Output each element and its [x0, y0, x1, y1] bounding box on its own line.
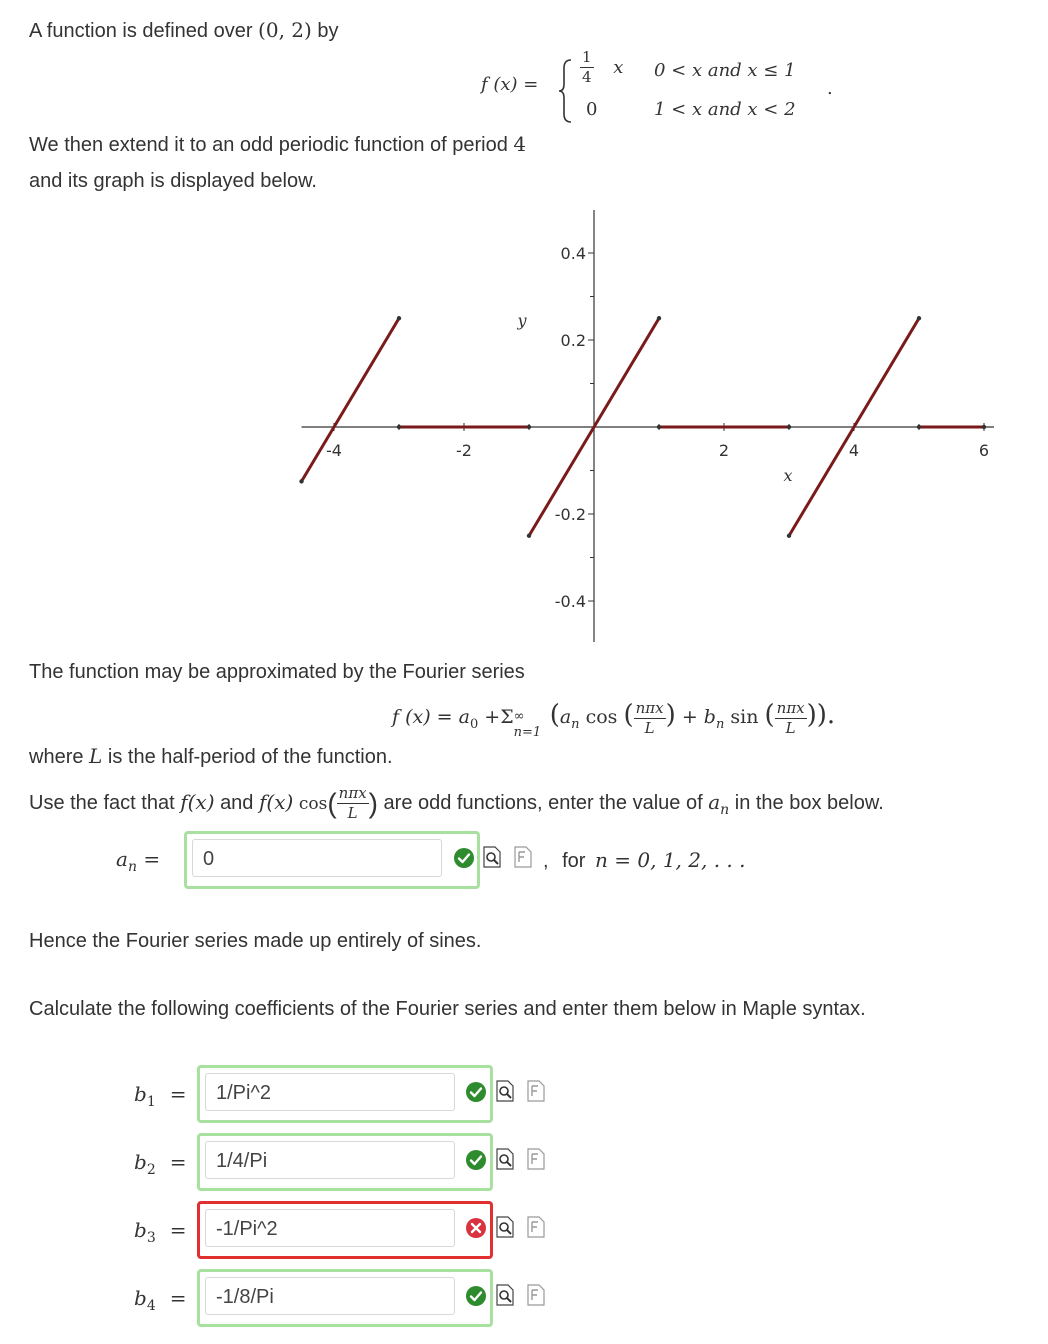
syntax-help-icon[interactable] — [527, 1284, 545, 1306]
series-segment — [302, 318, 400, 481]
definition-lhs: f (x) = — [481, 74, 539, 95]
case2-expression: 0 — [586, 99, 598, 120]
preview-icon[interactable] — [496, 1080, 514, 1102]
where-line: where L is the half-period of the function. — [29, 744, 393, 768]
extend-line1: We then extend it to an odd periodic function of period 4 — [29, 132, 527, 156]
y-tick-label: 0.2 — [560, 331, 586, 350]
y-tick-label: -0.2 — [554, 505, 586, 524]
intro-text: A function is defined over — [29, 20, 253, 42]
x-tick-label: 2 — [718, 441, 730, 460]
b2-field-frame — [197, 1133, 493, 1191]
check-icon — [465, 1081, 487, 1103]
y-tick-label: 0.4 — [560, 244, 586, 263]
hence-text: Hence the Fourier series made up entirely of sines. — [29, 930, 482, 952]
check-icon — [453, 847, 475, 869]
segment-endpoint — [397, 316, 401, 320]
segment-endpoint — [787, 425, 791, 429]
preview-icon[interactable] — [496, 1284, 514, 1306]
extend-period: 4 — [513, 132, 527, 156]
b3-field-frame — [197, 1201, 493, 1259]
syntax-help-icon[interactable] — [514, 846, 532, 868]
x-tick-label: 6 — [978, 441, 990, 460]
definition-period: . — [827, 78, 833, 99]
cross-icon — [465, 1217, 487, 1239]
b1-label: $b_1$ = — [134, 1082, 187, 1110]
check-icon — [465, 1149, 487, 1171]
segment-endpoint — [657, 316, 661, 320]
syntax-help-icon[interactable] — [527, 1148, 545, 1170]
b4-label: $b_4$ = — [134, 1286, 187, 1314]
use-fact-line: Use the fact that f(x) and f(x) cos( $\frac{\text{nπx}}{L}$ ) are odd functions, enter the value of $a_n$ in the box below. — [29, 784, 884, 822]
function-graph — [0, 200, 1048, 650]
an-input[interactable]: 0 — [192, 839, 442, 877]
x-tick-label: -2 — [456, 441, 472, 460]
fourier-intro: The function may be approximated by the Fourier series — [29, 661, 525, 683]
case1-expression: $\frac{1}{4}$ x — [582, 48, 624, 86]
preview-icon[interactable] — [496, 1216, 514, 1238]
segment-endpoint — [982, 425, 986, 429]
segment-endpoint — [917, 425, 921, 429]
b3-label: $b_3$ = — [134, 1218, 187, 1246]
b2-input[interactable]: 1/4/Pi — [205, 1141, 455, 1179]
y-tick-label: -0.4 — [554, 592, 586, 611]
intro-line — [29, 18, 339, 43]
an-suffix: , for n = 0, 1, 2, . . . — [543, 848, 746, 872]
an-field-frame — [184, 831, 480, 889]
brace-icon — [557, 58, 575, 124]
case2-condition: 1 < x and x < 2 — [654, 99, 796, 120]
segment-endpoint — [527, 534, 531, 538]
x-axis-label: x — [783, 466, 793, 485]
sin-frac-den: L — [785, 718, 796, 737]
x-tick-label: 4 — [848, 441, 860, 460]
x-tick-label: -4 — [326, 441, 342, 460]
y-axis-label: y — [517, 311, 527, 330]
an-label: $a_n$ = — [116, 847, 161, 875]
b4-field-frame — [197, 1269, 493, 1327]
b3-input[interactable]: -1/Pi^2 — [205, 1209, 455, 1247]
sin-frac-num: nπx — [776, 698, 805, 717]
b1-input[interactable]: 1/Pi^2 — [205, 1073, 455, 1111]
extend-line2: and its graph is displayed below. — [29, 170, 317, 192]
preview-icon[interactable] — [483, 846, 501, 868]
use-frac-den: L — [347, 804, 358, 822]
b4-input[interactable]: -1/8/Pi — [205, 1277, 455, 1315]
syntax-help-icon[interactable] — [527, 1216, 545, 1238]
intro-interval: (0, 2) — [258, 18, 312, 42]
fourier-formula: f $(x) = a_0 +\Sigma$ ∞ n=1 ($a_n$ cos ( $\frac{\text{nπx}}{L}$ ) + $b_n$ sin ( $\frac{\text{nπx}}{L}$ )). — [392, 698, 836, 740]
preview-icon[interactable] — [496, 1148, 514, 1170]
segment-endpoint — [787, 534, 791, 538]
b1-field-frame — [197, 1065, 493, 1123]
case1-condition: 0 < x and x ≤ 1 — [654, 60, 796, 81]
intro-by: by — [317, 20, 339, 42]
segment-endpoint — [527, 425, 531, 429]
segment-endpoint — [657, 425, 661, 429]
b2-label: $b_2$ = — [134, 1150, 187, 1178]
syntax-help-icon[interactable] — [527, 1080, 545, 1102]
segment-endpoint — [299, 479, 303, 483]
segment-endpoint — [397, 425, 401, 429]
segment-endpoint — [917, 316, 921, 320]
calc-text: Calculate the following coefficients of the Fourier series and enter them below in Maple syntax. — [29, 998, 866, 1020]
check-icon — [465, 1285, 487, 1307]
use-frac-num: nπx — [338, 784, 367, 802]
